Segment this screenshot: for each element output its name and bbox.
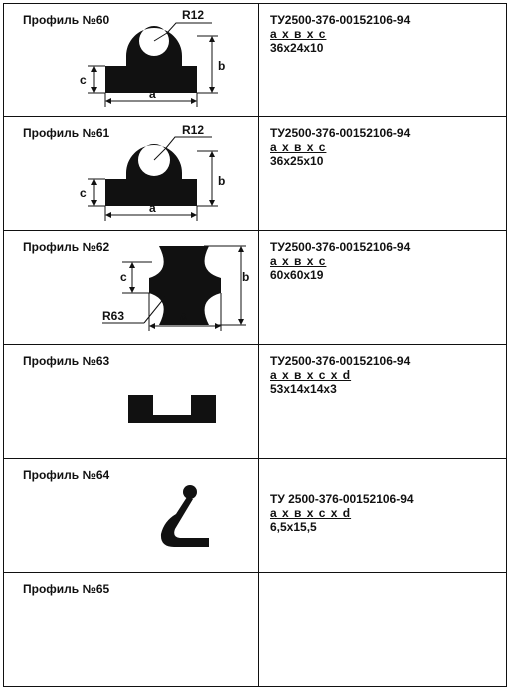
profile-63-drawing xyxy=(4,345,258,459)
profile-title: Профиль №64 xyxy=(23,468,110,482)
dim-c-label: c xyxy=(120,270,127,284)
profile-63-shape xyxy=(128,395,216,423)
profile-62-drawing xyxy=(4,231,258,345)
profile-drawing-cell xyxy=(4,345,259,459)
dim-c-label: c xyxy=(80,73,87,87)
profile-drawing-cell xyxy=(4,117,259,231)
dims-label: a x в x c xyxy=(270,140,327,154)
profile-64-drawing xyxy=(4,459,258,573)
profile-drawing-cell xyxy=(4,459,259,573)
standard-code: ТУ2500-376-00152106-94 xyxy=(270,13,411,27)
standard-code: ТУ 2500-376-00152106-94 xyxy=(270,492,414,506)
profile-spec-cell xyxy=(259,345,507,459)
profile-spec-cell xyxy=(259,4,507,117)
profile-64-bulb xyxy=(183,485,197,499)
profile-title: Профиль №61 xyxy=(23,126,110,140)
profile-drawing-cell xyxy=(4,573,259,687)
profile-row-65 xyxy=(4,573,507,687)
dims-value: 36x25x10 xyxy=(270,154,324,168)
radius-label: R63 xyxy=(102,309,125,323)
profile-row-64 xyxy=(4,459,507,573)
dim-b-label: b xyxy=(218,174,226,188)
dim-c-label: c xyxy=(80,186,87,200)
profiles-table xyxy=(3,3,507,687)
dims-label: a x в x c xyxy=(270,254,327,268)
profile-row-63 xyxy=(4,345,507,459)
profile-title: Профиль №60 xyxy=(23,13,110,27)
profile-60-shape xyxy=(105,26,197,93)
dims-value: 6,5x15,5 xyxy=(270,520,317,534)
dim-b-label: b xyxy=(218,59,226,73)
dims-value: 53x14x14x3 xyxy=(270,382,337,396)
profile-row-60 xyxy=(4,4,507,117)
profile-60-drawing xyxy=(4,4,258,117)
dim-a-label: a xyxy=(149,201,156,215)
dims-label: a x в x c x d xyxy=(270,506,352,520)
profile-title: Профиль №62 xyxy=(23,240,110,254)
profile-61-shape xyxy=(105,144,197,206)
radius-label: R12 xyxy=(182,8,205,22)
profile-title: Профиль №63 xyxy=(23,354,110,368)
profile-drawing-cell xyxy=(4,231,259,345)
dim-a-label: a xyxy=(180,309,187,323)
dims-label: a x в x c xyxy=(270,27,327,41)
profile-64-shape xyxy=(161,497,209,547)
profile-row-61 xyxy=(4,117,507,231)
dims-value: 36x24x10 xyxy=(270,41,324,55)
dims-label: a x в x c x d xyxy=(270,368,352,382)
profile-spec-cell xyxy=(259,231,507,345)
dim-b-label: b xyxy=(242,270,250,284)
standard-code: ТУ2500-376-00152106-94 xyxy=(270,126,411,140)
profile-spec-cell xyxy=(259,117,507,231)
profile-spec-cell xyxy=(259,573,507,687)
profile-title: Профиль №65 xyxy=(23,582,110,596)
dim-a-label: a xyxy=(149,87,156,101)
profile-drawing-cell xyxy=(4,4,259,117)
dims-value: 60x60x19 xyxy=(270,268,324,282)
profile-spec-cell xyxy=(259,459,507,573)
profile-61-drawing xyxy=(4,117,258,231)
radius-label: R12 xyxy=(182,123,205,137)
standard-code: ТУ2500-376-00152106-94 xyxy=(270,240,411,254)
profile-row-62 xyxy=(4,231,507,345)
standard-code: ТУ2500-376-00152106-94 xyxy=(270,354,411,368)
